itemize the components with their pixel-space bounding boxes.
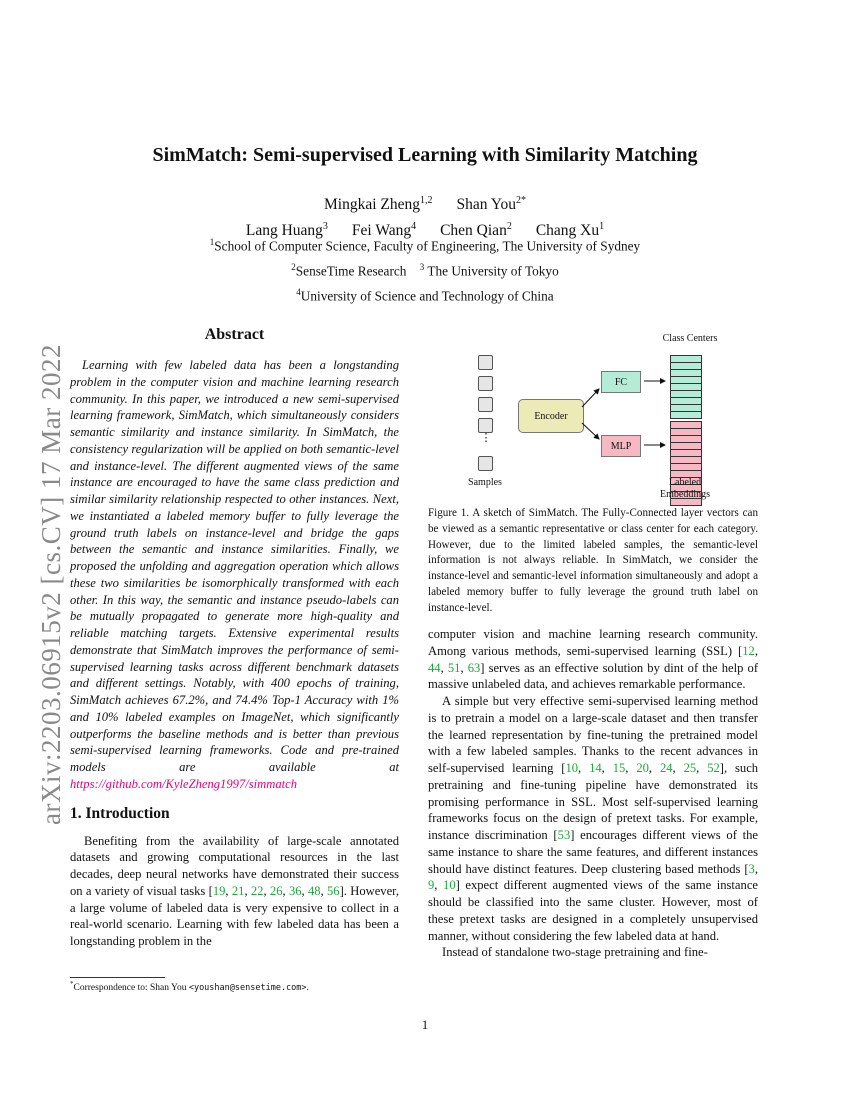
affiliations xyxy=(0,232,850,307)
samples-label: Samples xyxy=(468,477,502,488)
page-number: 1 xyxy=(421,1018,429,1032)
citation-link[interactable]: 63 xyxy=(467,660,481,675)
left-column xyxy=(70,326,399,950)
citation-link[interactable]: 14 xyxy=(589,761,602,775)
citation-link[interactable]: 44 xyxy=(428,660,441,675)
figure-1-diagram xyxy=(455,325,745,505)
right-paragraph-1: A simple but very effective semi-supervised learning method is to pretrain a model on a large-scale dataset and then transfer the learned representation by fine-tuning the pretrained model with a few labeled samples. Thanks to the recent advances in self-supervised learning [10, 14, 15, 20, 24, 25, 52], such pretraining and fine-tuning pipeline have demonstrated its promising performance in SSL. Most self-supervised learning frameworks focus on the design of pretext tasks. For example, instance discrimination [53] encourages different views of the same instance to share the same features, and different instances should have distinct features. Deep clustering based methods [3, 9, 10] expect different augmented views of the same instance should be classified into the same cluster. However, most of these pretext tasks are designed in a completely unsupervised manner, without considering the few labeled data at hand. xyxy=(428,694,759,943)
citation-link[interactable]: 51 xyxy=(447,660,461,675)
citation-link[interactable]: 53 xyxy=(557,828,571,842)
ellipsis-icon: ⋮ xyxy=(480,432,492,444)
arxiv-identifier: arXiv:2203.06915v2 [cs.CV] 17 Mar 2022 xyxy=(36,344,66,825)
citation-link[interactable]: 3 xyxy=(748,861,755,876)
citation-link[interactable]: 21 xyxy=(231,883,245,898)
citation-link[interactable]: 15 xyxy=(612,761,626,775)
author: Fei Wang$^4$ xyxy=(351,221,417,240)
citation-link[interactable]: 12 xyxy=(742,643,755,658)
right-paragraph-0: computer vision and machine learning research community. Among various methods, semi-supervised learning (SSL) [12, 44, 51, 63] serves as an effective solution by dint of the help of massive unlabeled data, and achieves remarkable performance. xyxy=(428,627,759,692)
citation-link[interactable]: 19 xyxy=(212,883,226,898)
affiliation-4: $^4$University of Science and Technology of China xyxy=(296,286,554,304)
encoder-block: Encoder xyxy=(518,399,584,433)
class-centers-label: Class Centers xyxy=(662,333,718,344)
code-link[interactable]: https://github.com/KyleZheng1997/simmatch xyxy=(70,776,298,791)
right-column xyxy=(428,626,758,961)
citation-link[interactable]: 36 xyxy=(288,883,302,898)
right-paragraph-2: Instead of standalone two-stage pretraining and fine- xyxy=(442,945,708,960)
intro-paragraph-1: Benefiting from the availability of large-scale annotated datasets and growing computational resources in the last decades, deep neural networks have demonstrated their success on a variety of visual tasks [19, 21, 22, 26, 36, 48, 56]. However, a large volume of labeled data is very expensive to collect in a real-world scenario. Learning with few labeled data has been a longstanding problem in the xyxy=(70,833,400,948)
citation-link[interactable]: 22 xyxy=(250,883,264,898)
introduction-heading: 1. Introduction xyxy=(70,804,170,822)
labeled-label: Labeled xyxy=(668,477,702,488)
citation-link[interactable]: 9 xyxy=(428,878,435,893)
abstract-heading: Abstract xyxy=(204,326,265,343)
arrow-icon xyxy=(582,389,599,407)
figure-1-caption: Figure 1. A sketch of SimMatch. The Fully-Connected layer vectors can be viewed as a semantic representative or class center for each category. However, due to the limited labeled samples, the semantic-level information is not always reliable. In SimMatch, we consider the instance-level and semantic-level information simultaneously and adopt a labeled memory buffer to fully leverage the ground truth label on instance-level. xyxy=(428,507,758,614)
citation-link[interactable]: 48 xyxy=(307,883,321,898)
author: Chang Xu$^1$ xyxy=(535,221,605,240)
affiliation-1: $^1$School of Computer Science, Faculty of Engineering, The University of Sydney xyxy=(209,237,641,254)
fc-block: FC xyxy=(601,371,641,393)
footnote: *Correspondence to: Shan You <youshan@sensetime.com>. xyxy=(70,980,309,994)
citation-link[interactable]: 20 xyxy=(636,761,649,775)
citation-link[interactable]: 24 xyxy=(659,761,673,775)
citation-link[interactable]: 10 xyxy=(565,761,579,775)
author-row-1 xyxy=(0,190,850,216)
author: Mingkai Zheng$^{1,2}$ xyxy=(324,195,433,214)
citation-link[interactable]: 25 xyxy=(683,761,697,775)
author: Shan You$^{2*}$ xyxy=(456,195,526,214)
arrow-icon xyxy=(582,423,599,439)
citation-link[interactable]: 26 xyxy=(269,883,283,898)
citation-link[interactable]: 10 xyxy=(443,878,456,893)
embeddings-label: Embeddings xyxy=(660,489,710,500)
author: Lang Huang$^3$ xyxy=(245,221,328,240)
citation-link[interactable]: 56 xyxy=(327,883,340,898)
paper-title: SimMatch: Semi-supervised Learning with Similarity Matching xyxy=(152,144,698,166)
contact-email[interactable]: <youshan@sensetime.com> xyxy=(188,983,307,994)
affiliation-2-3: $^2$SenseTime Research $^3$ The University of Tokyo xyxy=(291,261,559,279)
citation-link[interactable]: 52 xyxy=(707,761,720,775)
footnote-divider xyxy=(70,977,165,978)
mlp-block: MLP xyxy=(601,435,641,457)
author: Chen Qian$^2$ xyxy=(440,221,512,240)
abstract-text: Learning with few labeled data has been a longstanding problem in the computer vision and machine learning research community. In this paper, we introduced a new semi-supervised learning framework, SimMatch, which simultaneously considers semantic similarity and instance similarity. In SimMatch, the consistency regularization will be applied on both semantic-level and instance-level. The different augmented views of the same instance are encouraged to have the same class prediction and similar similarity relationship respected to other instances. Next, we instantiated a labeled memory buffer to fully leverage the ground truth labels on instance-level and bridge the gaps between the semantic and instance similarities. Finally, we proposed the unfolding and aggregation operation which allows these two similarities be isomorphically transformed with each other. In this way, the semantic and instance pseudo-labels can be mutually propagated to generate more high-quality and reliable matching targets. Extensive experimental results demonstrate that SimMatch improves the performance of semi-supervised learning tasks across different benchmark datasets and different settings. Notably, with 400 epochs of training, SimMatch achieves 67.2%, and 74.4% Top-1 Accuracy with 1% and 10% labeled examples on ImageNet, which significantly outperforms the baseline methods and is better than previous semi-supervised learning frameworks. Code and pre-trained models are available at https://github.com/KyleZheng1997/simmatch xyxy=(70,358,399,791)
